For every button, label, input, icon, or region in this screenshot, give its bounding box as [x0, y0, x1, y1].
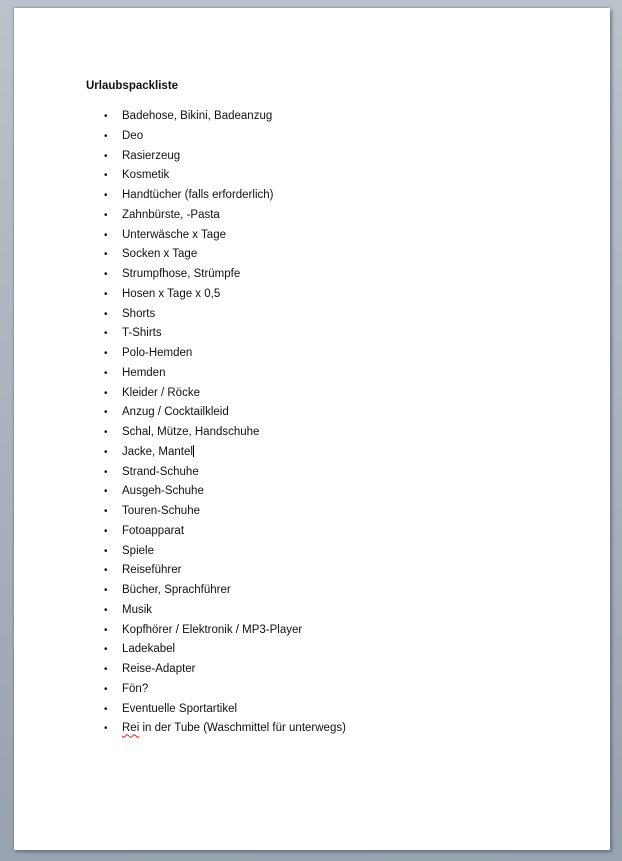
bullet-icon: • [104, 624, 108, 636]
list-item-label: Ausgeh-Schuhe [122, 485, 204, 498]
list-item-label: Handtücher (falls erforderlich) [122, 189, 274, 201]
list-item-text [122, 522, 184, 542]
list-item-text [122, 700, 237, 720]
list-item-text [122, 601, 152, 621]
list-item-label: Anzug / Cocktailkleid [122, 406, 229, 419]
bullet-icon: • [104, 209, 108, 221]
list-item-text [122, 245, 197, 265]
bullet-icon: • [104, 525, 108, 537]
bullet-icon: • [104, 703, 108, 715]
bullet-icon: • [104, 130, 108, 142]
list-item-text-rest: in der Tube (Waschmittel für unterwegs) [139, 722, 346, 735]
list-item-label: Fön? [122, 682, 149, 695]
list-item-text [122, 443, 194, 463]
list-item-label: Strand-Schuhe [122, 465, 199, 478]
list-item-text [122, 324, 162, 344]
list-item-label: Reiseführer [122, 564, 182, 577]
list-item-text [122, 423, 259, 443]
list-item-label: Spiele [122, 544, 154, 557]
bullet-icon: • [104, 683, 108, 695]
bullet-icon: • [104, 407, 108, 419]
list-item-text [122, 226, 226, 246]
bullet-icon: • [104, 150, 108, 162]
list-item-text [122, 147, 180, 167]
list-item-text [122, 660, 196, 680]
list-item-label: Badehose, Bikini, Badeanzug [122, 110, 273, 122]
bullet-icon: • [104, 387, 108, 399]
list-item-label: Fotoapparat [122, 524, 185, 537]
list-item-text [122, 719, 346, 739]
list-item-label: Bücher, Sprachführer [122, 584, 231, 596]
bullet-icon: • [104, 269, 108, 280]
bullet-icon: • [104, 229, 108, 241]
list-item-label: Hemden [122, 366, 166, 379]
list-item-text [122, 265, 240, 285]
bullet-icon: • [104, 288, 108, 300]
list-item-text [122, 581, 231, 601]
list-item-label: Reise-Adapter [122, 663, 196, 675]
list-item-text [122, 285, 220, 305]
list-item-text [122, 403, 229, 423]
list-item-label: Unterwäsche x Tage [122, 228, 226, 241]
list-item-text [122, 364, 165, 384]
bullet-icon: • [104, 190, 108, 201]
bullet-icon: • [104, 604, 108, 616]
bullet-icon: • [104, 486, 108, 498]
bullet-icon: • [104, 565, 108, 577]
list-item-label: T-Shirts [122, 327, 162, 340]
list-item-text [122, 127, 143, 147]
list-item-text [122, 305, 155, 325]
list-item-label: Polo-Hemden [122, 347, 193, 359]
list-item-text [122, 107, 272, 127]
list-item-text [122, 561, 181, 581]
bullet-icon: • [104, 328, 108, 340]
list-item-label: Schal, Mütze, Handschuhe [122, 426, 260, 438]
list-item-label: Touren-Schuhe [122, 505, 200, 517]
bullet-icon: • [104, 308, 108, 320]
list-item-text [122, 621, 302, 641]
bullet-icon: • [104, 427, 108, 438]
bullet-icon: • [104, 723, 108, 735]
bullet-icon: • [104, 367, 108, 379]
list-item-label: Kleider / Röcke [122, 386, 200, 399]
list-item-text [122, 680, 148, 700]
list-item-label: Rasierzeug [122, 149, 181, 162]
list-item-label: Deo [122, 129, 144, 142]
bullet-icon: • [104, 664, 108, 675]
list-item-text [122, 166, 169, 186]
list-item-text [122, 502, 200, 522]
list-item-label: Ladekabel [122, 643, 176, 656]
bullet-icon: • [104, 644, 108, 656]
bullet-icon: • [104, 348, 108, 359]
list-item-text [122, 640, 175, 660]
list-item-label: Kosmetik [122, 169, 170, 182]
bullet-icon: • [104, 585, 108, 596]
bullet-icon: • [104, 545, 108, 557]
list-item-label: Shorts [122, 307, 156, 320]
document-page[interactable] [14, 8, 610, 850]
spelling-error-word[interactable]: Rei [122, 722, 140, 735]
list-item-label: Kopfhörer / Elektronik / MP3-Player [122, 623, 303, 636]
bullet-icon: • [104, 466, 108, 478]
list-item-text [122, 463, 199, 483]
bullet-icon: • [104, 506, 108, 517]
list-item-label: Musik [122, 603, 153, 616]
list-item-label: Socken x Tage [122, 248, 198, 261]
document-title: Urlaubspackliste [86, 80, 179, 92]
list-item-label: Strumpfhose, Strümpfe [122, 268, 241, 280]
list-item-text [122, 384, 200, 404]
list-item-text [122, 206, 220, 226]
list-item-text [122, 482, 204, 502]
list-item-label: Zahnbürste, -Pasta [122, 208, 220, 221]
bullet-icon: • [104, 249, 108, 261]
list-item-label: Jacke, Mantel [122, 445, 193, 458]
bullet-icon: • [104, 446, 108, 458]
list-item-label: Hosen x Tage x 0,5 [122, 287, 221, 300]
list-item-label: Eventuelle Sportartikel [122, 702, 238, 715]
text-cursor [193, 445, 194, 457]
list-item-text [122, 542, 154, 562]
list-item-text [122, 344, 192, 364]
bullet-icon: • [104, 111, 108, 122]
bullet-icon: • [104, 170, 108, 182]
list-item-text [122, 186, 273, 206]
